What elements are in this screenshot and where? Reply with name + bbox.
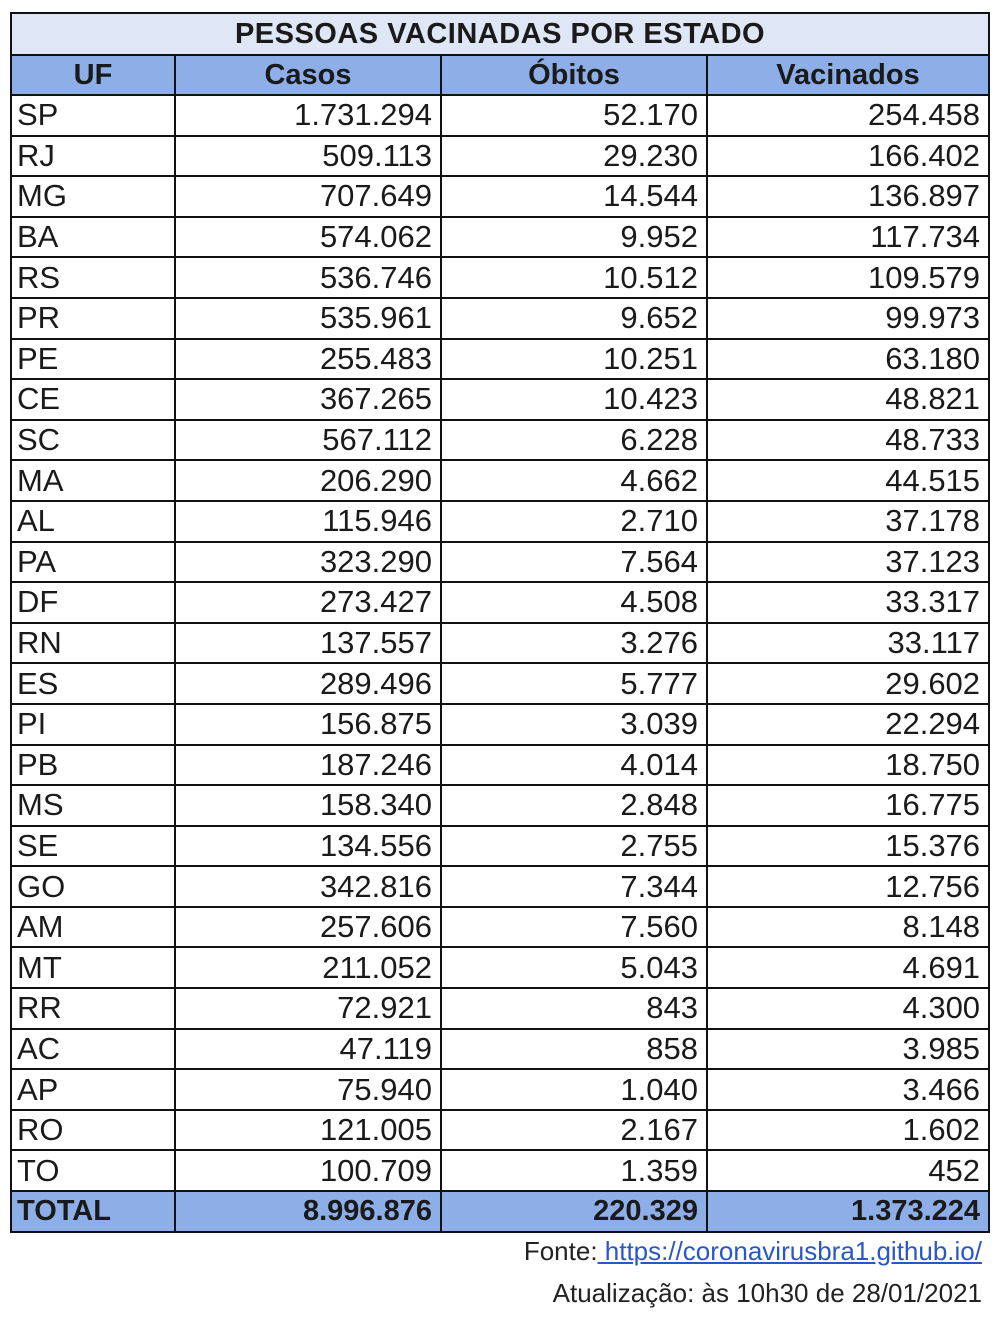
cell-obitos: 7.564 [441, 542, 707, 583]
cell-vacinados: 4.691 [707, 947, 989, 988]
cell-vacinados: 8.148 [707, 907, 989, 948]
cell-casos: 367.265 [175, 379, 441, 420]
cell-casos: 121.005 [175, 1110, 441, 1151]
cell-obitos: 10.423 [441, 379, 707, 420]
cell-casos: 257.606 [175, 907, 441, 948]
cell-obitos: 1.359 [441, 1150, 707, 1191]
cell-obitos: 14.544 [441, 176, 707, 217]
cell-obitos: 2.755 [441, 826, 707, 867]
cell-uf: SC [11, 420, 175, 461]
total-label: TOTAL [11, 1191, 175, 1232]
cell-casos: 536.746 [175, 257, 441, 298]
cell-obitos: 4.508 [441, 582, 707, 623]
cell-vacinados: 4.300 [707, 988, 989, 1029]
cell-casos: 289.496 [175, 663, 441, 704]
update-line: Atualização: às 10h30 de 28/01/2021 [552, 1278, 982, 1308]
cell-obitos: 2.848 [441, 785, 707, 826]
table-row [11, 907, 989, 948]
cell-obitos: 5.043 [441, 947, 707, 988]
cell-uf: SE [11, 826, 175, 867]
cell-uf: RS [11, 257, 175, 298]
source-label: Fonte: [523, 1236, 598, 1266]
cell-uf: RO [11, 1110, 175, 1151]
cell-uf: TO [11, 1150, 175, 1191]
table-row [11, 745, 989, 786]
table-row [11, 663, 989, 704]
cell-uf: AL [11, 501, 175, 542]
cell-casos: 206.290 [175, 460, 441, 501]
cell-vacinados: 99.973 [707, 298, 989, 339]
cell-uf: MT [11, 947, 175, 988]
cell-obitos: 4.014 [441, 745, 707, 786]
cell-casos: 75.940 [175, 1069, 441, 1110]
vaccination-table [10, 12, 990, 1233]
cell-casos: 567.112 [175, 420, 441, 461]
cell-casos: 156.875 [175, 704, 441, 745]
cell-vacinados: 15.376 [707, 826, 989, 867]
cell-vacinados: 1.602 [707, 1110, 989, 1151]
spreadsheet [10, 12, 988, 1233]
cell-vacinados: 136.897 [707, 176, 989, 217]
table-row [11, 623, 989, 664]
cell-vacinados: 33.317 [707, 582, 989, 623]
table-row [11, 298, 989, 339]
cell-obitos: 4.662 [441, 460, 707, 501]
cell-vacinados: 109.579 [707, 257, 989, 298]
cell-uf: ES [11, 663, 175, 704]
cell-obitos: 3.039 [441, 704, 707, 745]
cell-casos: 134.556 [175, 826, 441, 867]
cell-obitos: 29.230 [441, 136, 707, 177]
cell-casos: 342.816 [175, 866, 441, 907]
cell-uf: GO [11, 866, 175, 907]
cell-uf: AM [11, 907, 175, 948]
cell-vacinados: 16.775 [707, 785, 989, 826]
total-obitos: 220.329 [441, 1191, 707, 1232]
cell-uf: DF [11, 582, 175, 623]
cell-casos: 707.649 [175, 176, 441, 217]
cell-casos: 323.290 [175, 542, 441, 583]
cell-vacinados: 48.733 [707, 420, 989, 461]
cell-casos: 574.062 [175, 217, 441, 258]
cell-obitos: 9.952 [441, 217, 707, 258]
cell-obitos: 2.710 [441, 501, 707, 542]
cell-obitos: 7.344 [441, 866, 707, 907]
cell-vacinados: 22.294 [707, 704, 989, 745]
table-row [11, 460, 989, 501]
cell-vacinados: 117.734 [707, 217, 989, 258]
cell-obitos: 52.170 [441, 95, 707, 136]
cell-casos: 273.427 [175, 582, 441, 623]
cell-casos: 211.052 [175, 947, 441, 988]
cell-casos: 115.946 [175, 501, 441, 542]
header-uf: UF [11, 55, 175, 95]
cell-uf: MA [11, 460, 175, 501]
table-row [11, 582, 989, 623]
title-row [11, 13, 989, 55]
cell-vacinados: 3.985 [707, 1029, 989, 1070]
cell-vacinados: 3.466 [707, 1069, 989, 1110]
cell-uf: AC [11, 1029, 175, 1070]
cell-casos: 1.731.294 [175, 95, 441, 136]
cell-uf: CE [11, 379, 175, 420]
header-obitos: Óbitos [441, 55, 707, 95]
table-row [11, 1150, 989, 1191]
cell-casos: 47.119 [175, 1029, 441, 1070]
cell-vacinados: 18.750 [707, 745, 989, 786]
table-row [11, 339, 989, 380]
table-row [11, 542, 989, 583]
cell-obitos: 1.040 [441, 1069, 707, 1110]
cell-vacinados: 37.178 [707, 501, 989, 542]
cell-obitos: 9.652 [441, 298, 707, 339]
cell-uf: PB [11, 745, 175, 786]
cell-obitos: 7.560 [441, 907, 707, 948]
cell-obitos: 10.512 [441, 257, 707, 298]
cell-vacinados: 63.180 [707, 339, 989, 380]
cell-vacinados: 37.123 [707, 542, 989, 583]
cell-uf: PE [11, 339, 175, 380]
table-row [11, 501, 989, 542]
cell-vacinados: 254.458 [707, 95, 989, 136]
cell-uf: PR [11, 298, 175, 339]
cell-casos: 100.709 [175, 1150, 441, 1191]
table-row [11, 988, 989, 1029]
cell-uf: MS [11, 785, 175, 826]
table-body [11, 95, 989, 1191]
table-row [11, 866, 989, 907]
cell-casos: 535.961 [175, 298, 441, 339]
cell-uf: SP [11, 95, 175, 136]
cell-obitos: 3.276 [441, 623, 707, 664]
cell-casos: 72.921 [175, 988, 441, 1029]
table-row [11, 947, 989, 988]
cell-vacinados: 166.402 [707, 136, 989, 177]
cell-obitos: 10.251 [441, 339, 707, 380]
cell-uf: MG [11, 176, 175, 217]
cell-casos: 158.340 [175, 785, 441, 826]
cell-vacinados: 44.515 [707, 460, 989, 501]
cell-obitos: 858 [441, 1029, 707, 1070]
cell-vacinados: 33.117 [707, 623, 989, 664]
total-row [11, 1191, 989, 1232]
cell-uf: RJ [11, 136, 175, 177]
cell-uf: PA [11, 542, 175, 583]
source-line [282, 1236, 982, 1267]
cell-uf: RR [11, 988, 175, 1029]
header-row [11, 55, 989, 95]
cell-vacinados: 452 [707, 1150, 989, 1191]
table-row [11, 826, 989, 867]
cell-casos: 187.246 [175, 745, 441, 786]
cell-obitos: 6.228 [441, 420, 707, 461]
table-row [11, 217, 989, 258]
table-row [11, 379, 989, 420]
table-row [11, 257, 989, 298]
table-row [11, 420, 989, 461]
table-row [11, 136, 989, 177]
total-casos: 8.996.876 [175, 1191, 441, 1232]
cell-uf: BA [11, 217, 175, 258]
header-vacinados: Vacinados [707, 55, 989, 95]
header-casos: Casos [175, 55, 441, 95]
cell-casos: 255.483 [175, 339, 441, 380]
cell-vacinados: 12.756 [707, 866, 989, 907]
cell-uf: AP [11, 1069, 175, 1110]
cell-casos: 137.557 [175, 623, 441, 664]
table-row [11, 704, 989, 745]
table-row [11, 176, 989, 217]
table-row [11, 785, 989, 826]
cell-uf: PI [11, 704, 175, 745]
cell-vacinados: 29.602 [707, 663, 989, 704]
table-title: PESSOAS VACINADAS POR ESTADO [11, 13, 989, 55]
source-link[interactable]: https://coronavirusbra1.github.io/ [597, 1236, 982, 1266]
table-row [11, 1110, 989, 1151]
table-row [11, 95, 989, 136]
cell-obitos: 2.167 [441, 1110, 707, 1151]
cell-obitos: 5.777 [441, 663, 707, 704]
cell-uf: RN [11, 623, 175, 664]
table-row [11, 1069, 989, 1110]
cell-obitos: 843 [441, 988, 707, 1029]
cell-vacinados: 48.821 [707, 379, 989, 420]
total-vacinados: 1.373.224 [707, 1191, 989, 1232]
cell-casos: 509.113 [175, 136, 441, 177]
table-row [11, 1029, 989, 1070]
